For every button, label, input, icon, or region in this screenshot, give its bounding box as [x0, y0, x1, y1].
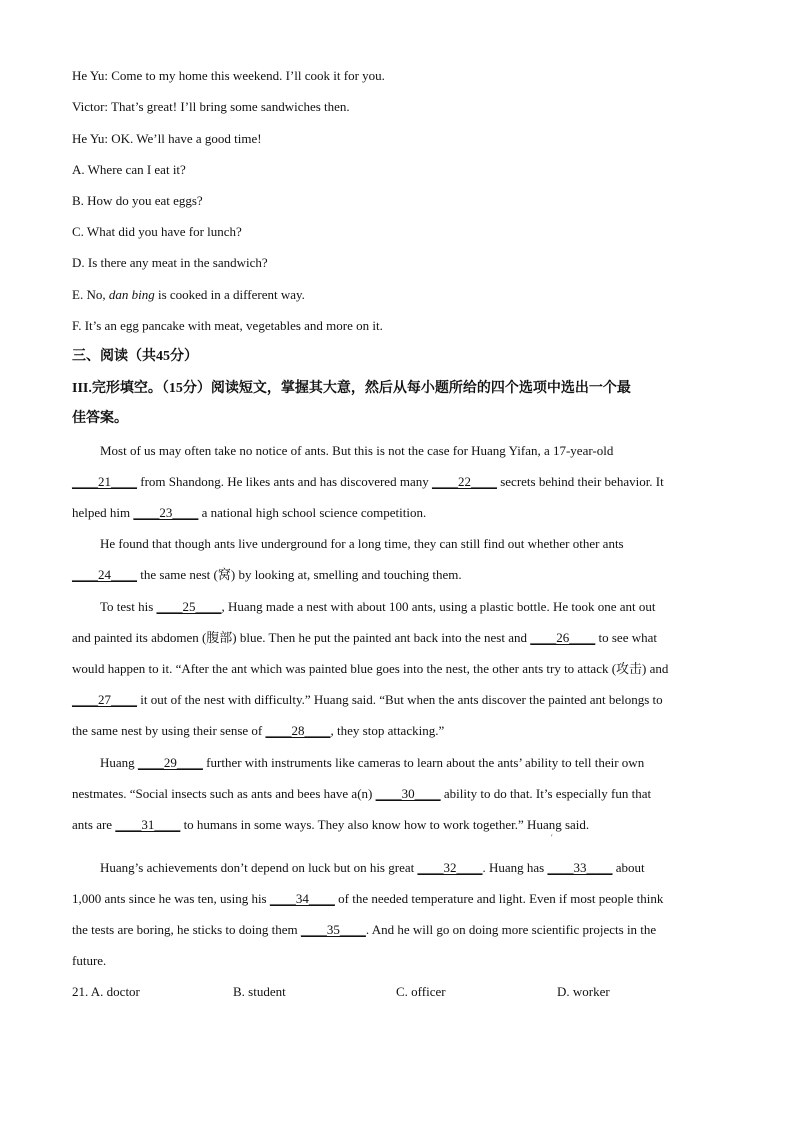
option-d: D. Is there any meat in the sandwich?	[72, 255, 268, 270]
option-e-suffix: is cooked in a different way.	[154, 287, 305, 302]
dialogue-line-1: He Yu: Come to my home this weekend. I’ll cook it for you.	[72, 68, 385, 83]
blank-31: ____31____	[115, 817, 181, 832]
blank-29: ____29____	[137, 755, 203, 770]
q21-option-c: C. officer	[396, 984, 446, 999]
text: the same nest (窝) by looking at, smelling and touching them.	[137, 567, 462, 582]
blank-28: ____28____	[265, 723, 331, 738]
passage-p1-line-1: Most of us may often take no notice of ants. But this is not the case for Huang Yifan, a 17-year-old	[100, 443, 614, 458]
stray-mark: ʹ	[551, 833, 553, 842]
passage-p3-line-4	[72, 691, 663, 709]
text: , they stop attacking.”	[330, 723, 445, 738]
option-f: F. It’s an egg pancake with meat, vegetables and more on it.	[72, 318, 383, 333]
blank-21: ____21____	[72, 474, 137, 489]
blank-35: ____35____	[300, 922, 366, 937]
blank-30: ____30____	[375, 786, 441, 801]
text: . Huang has	[482, 860, 548, 875]
text: about	[612, 860, 645, 875]
blank-25: ____25____	[156, 599, 222, 614]
passage-p1-line-2	[72, 473, 664, 491]
blank-32: ____32____	[417, 860, 483, 875]
task-instruction-line-1: III.完形填空。（15分）阅读短文，掌握其大意，然后从每小题所给的四个选项中选出一个最	[72, 381, 631, 396]
passage-p4-line-1	[100, 754, 644, 772]
blank-23: ____23____	[133, 505, 199, 520]
passage-p3-line-1	[100, 598, 656, 616]
dialogue-line-3: He Yu: OK. We’ll have a good time!	[72, 131, 262, 146]
blank-27: ____27____	[72, 692, 137, 707]
passage-p3-line-3: would happen to it. “After the ant which was painted blue goes into the nest, the other ants try to attack (攻击) and	[72, 661, 669, 676]
text: and painted its abdomen (腹部) blue. Then he put the painted ant back into the nest and	[72, 630, 531, 645]
blank-22: ____22____	[431, 474, 497, 489]
text: . And he will go on doing more scientific projects in the	[365, 922, 657, 937]
text: it out of the nest with difficulty.” Huang said. “But when the ants discover the painted ant belongs to	[137, 692, 663, 707]
text: of the needed temperature and light. Even if most people think	[334, 891, 664, 906]
task-instruction-line-2: 佳答案。	[72, 411, 128, 426]
text: the tests are boring, he sticks to doing them	[72, 922, 301, 937]
passage-p5-line-1	[100, 859, 645, 877]
option-e-italic: dan bing	[108, 287, 155, 302]
passage-p2-line-1: He found that though ants live underground for a long time, they can still find out whether other ants	[100, 536, 624, 551]
passage-p2-line-2	[72, 566, 462, 584]
blank-33: ____33____	[547, 860, 613, 875]
text: , Huang made a nest with about 100 ants, using a plastic bottle. He took one ant out	[221, 599, 656, 614]
text: helped him	[72, 505, 134, 520]
blank-24: ____24____	[72, 567, 137, 582]
text: ability to do that. It’s especially fun that	[440, 786, 652, 801]
passage-p5-line-4: future.	[72, 953, 107, 968]
text: to see what	[595, 630, 657, 645]
text: Huang’s achievements don’t depend on luck but on his great	[100, 860, 418, 875]
option-b: B. How do you eat eggs?	[72, 193, 203, 208]
q21-option-d: D. worker	[557, 984, 610, 999]
blank-26: ____26____	[530, 630, 596, 645]
text: secrets behind their behavior. It	[496, 474, 664, 489]
passage-p5-line-2	[72, 890, 663, 908]
text: 1,000 ants since he was ten, using his	[72, 891, 270, 906]
text: to humans in some ways. They also know how to work together.” Huang said.	[180, 817, 590, 832]
q21-option-b: B. student	[233, 984, 286, 999]
passage-p4-line-3	[72, 816, 589, 834]
option-a: A. Where can I eat it?	[72, 162, 186, 177]
option-c: C. What did you have for lunch?	[72, 224, 242, 239]
passage-p3-line-2	[72, 629, 657, 647]
passage-p4-line-2	[72, 785, 651, 803]
text: nestmates. “Social insects such as ants and bees have a(n)	[72, 786, 376, 801]
section-title: 三、阅读（共45分）	[72, 349, 198, 364]
passage-p5-line-3	[72, 921, 656, 939]
text: To test his	[100, 599, 157, 614]
text: ants are	[72, 817, 116, 832]
passage-p3-line-5	[72, 722, 444, 740]
dialogue-line-2: Victor: That’s great! I’ll bring some sandwiches then.	[72, 99, 350, 114]
option-e-prefix: E. No,	[72, 287, 109, 302]
q21-option-a: 21. A. doctor	[72, 984, 140, 999]
passage-p1-line-3	[72, 504, 426, 522]
text: Huang	[100, 755, 138, 770]
option-e	[72, 286, 305, 304]
text: from Shandong. He likes ants and has discovered many	[137, 474, 432, 489]
text: further with instruments like cameras to learn about the ants’ ability to tell their own	[202, 755, 645, 770]
text: the same nest by using their sense of	[72, 723, 266, 738]
blank-34: ____34____	[269, 891, 335, 906]
text: a national high school science competition.	[198, 505, 427, 520]
